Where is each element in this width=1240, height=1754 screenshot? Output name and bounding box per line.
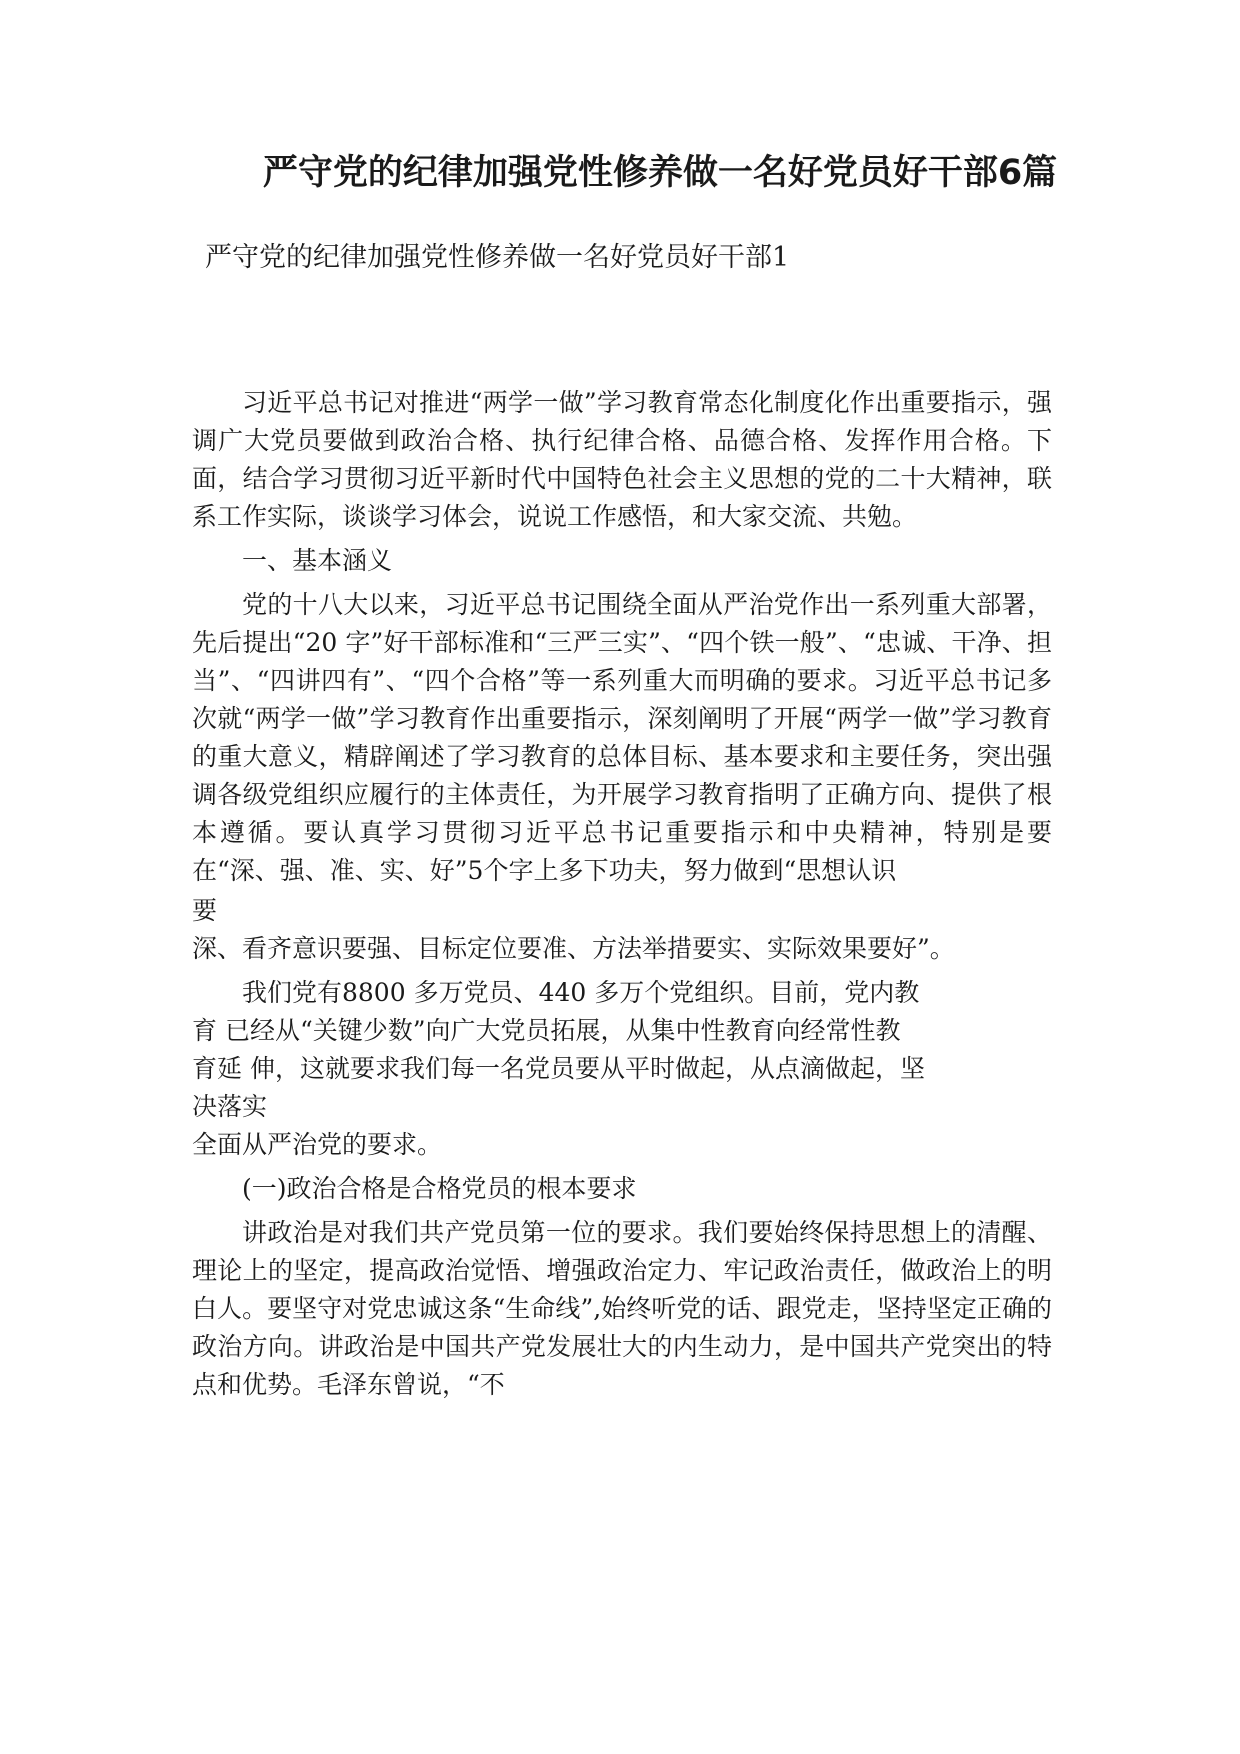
section-heading-political: (一)政治合格是合格党员的根本要求 <box>242 1174 637 1203</box>
page-title: 严守党的纪律加强党性修养做一名好党员好干部6篇 <box>262 153 1058 193</box>
paragraph-basic-meaning-line: 要 <box>192 896 218 925</box>
paragraph-party-members-line: 决落实 <box>192 1092 268 1121</box>
document-subtitle: 严守党的纪律加强党性修养做一名好党员好干部1 <box>205 242 790 273</box>
paragraph-party-members-line: 全面从严治党的要求。 <box>192 1130 443 1159</box>
paragraph-basic-meaning: 党的十八大以来，习近平总书记围绕全面从严治党作出一系列重大部署，先后提出“20 字”好干部标准和“三严三实”、“四个铁一般”、“忠诚、干净、担当”、“四讲四有”、“四个合格”等一系列重大而明确的要求。习近平总书记多次就“两学一做”学习教育作出重要指示，深刻阐明了开展“两学一做”学习教育的重大意义，精辟阐述了学习教育的总体目标、基本要求和主要任务，突出强调各级党组织应履行的主体责任，为开展学习教育指明了正确方向、提供了根本遵循。要认真学习贯彻习近平总书记重要指示和中央精神，特别是要在“深、强、准、实、好”5个字上多下功夫，努力做到“思想认识 <box>192 590 1052 885</box>
paragraph-party-members-line: 育 已经从“关键少数”向广大党员拓展，从集中性教育向经常性教 <box>192 1016 901 1045</box>
paragraph-basic-meaning-line: 深、看齐意识要强、目标定位要准、方法举措要实、实际效果要好”。 <box>192 934 955 963</box>
document-body <box>192 384 1052 1410</box>
paragraph-party-members-line: 我们党有8800 多万党员、440 多万个党组织。目前，党内教 <box>242 978 920 1007</box>
section-heading-basic-meaning: 一、基本涵义 <box>242 546 393 575</box>
paragraph-party-members-line: 育延 伸，这就要求我们每一名党员要从平时做起，从点滴做起，坚 <box>192 1054 925 1083</box>
paragraph-intro: 习近平总书记对推进“两学一做”学习教育常态化制度化作出重要指示，强调广大党员要做到政治合格、执行纪律合格、品德合格、发挥作用合格。下面，结合学习贯彻习近平新时代中国特色社会主义思想的党的二十大精神，联系工作实际，谈谈学习体会，说说工作感悟，和大家交流、共勉。 <box>192 388 1052 531</box>
paragraph-political: 讲政治是对我们共产党员第一位的要求。我们要始终保持思想上的清醒、理论上的坚定，提高政治觉悟、增强政治定力、牢记政治责任，做政治上的明白人。要坚守对党忠诚这条“生命线”,始终听党的话、跟党走，坚持坚定正确的政治方向。讲政治是中国共产党发展壮大的内生动力，是中国共产党突出的特点和优势。毛泽东曾说，“不 <box>192 1218 1052 1399</box>
